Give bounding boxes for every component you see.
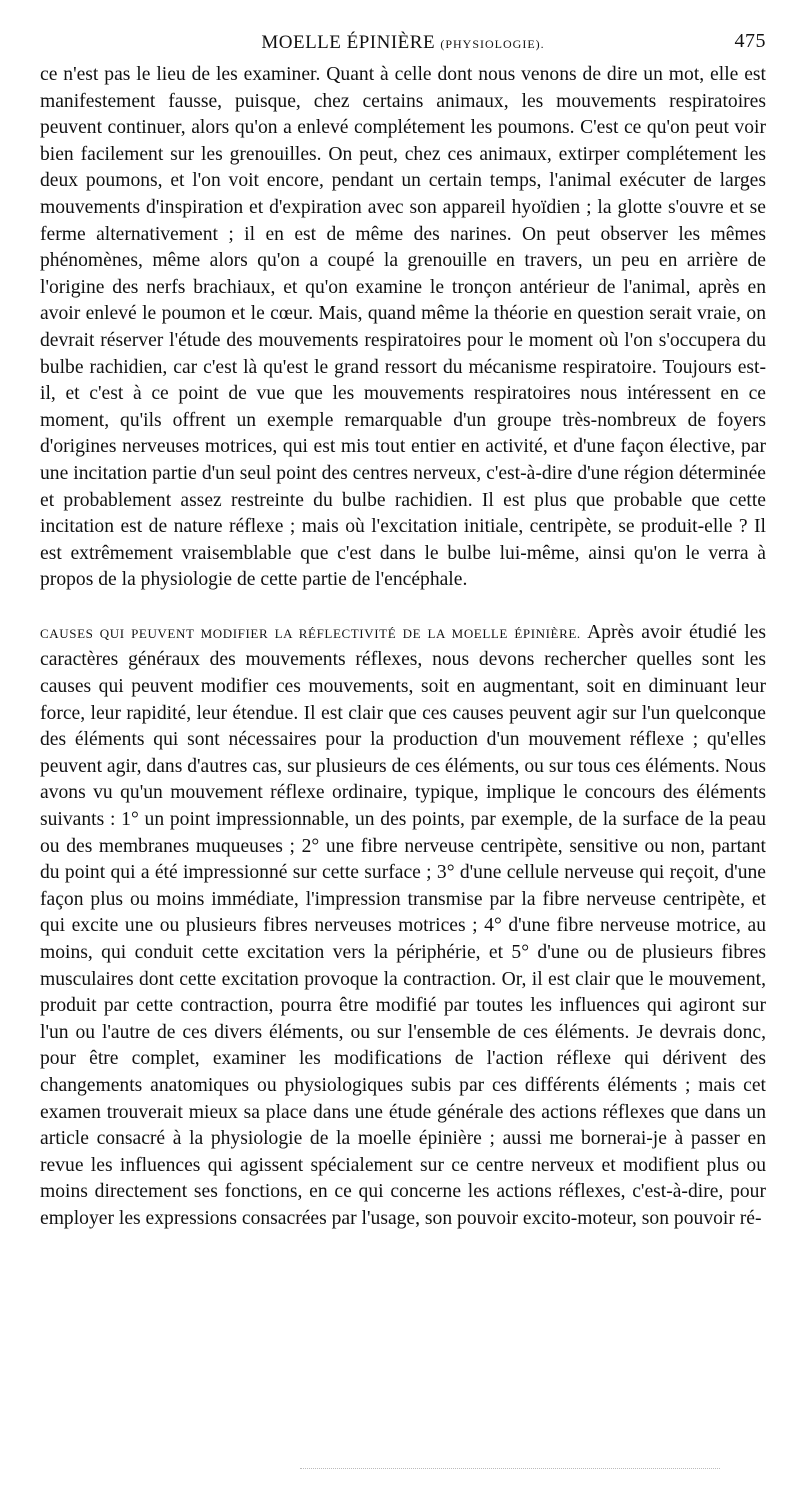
page <box>40 26 766 1233</box>
running-title-main: MOELLE ÉPINIÈRE <box>261 32 436 53</box>
bottom-print-marks <box>300 1468 720 1471</box>
paragraph-1: ce n'est pas le lieu de les examiner. Quant à celle dont nous venons de dire un mot, elle est manifestement fausse, puisque, chez certains animaux, les mouvements respiratoires peuvent continuer, alors qu'on a enlevé complétement les poumons. C'est ce qu'on peut voir bien facilement sur les grenouilles. On peut, chez ces animaux, extirper complétement les deux poumons, et l'on voit encore, pendant un certain temps, l'animal exécuter de larges mouvements d'inspiration et d'expiration avec son appareil hyoïdien ; la glotte s'ouvre et se ferme alternativement ; il en est de même des narines. On peut observer les mêmes phénomènes, même alors qu'on a coupé la grenouille en travers, un peu en arrière de l'origine des nerfs brachiaux, et qu'on examine le tronçon antérieur de l'animal, après en avoir enlevé le poumon et le cœur. Mais, quand même la théorie en question serait vraie, on devrait réserver l'étude des mouvements respiratoires pour le moment où l'on s'occupera du bulbe rachidien, car c'est là qu'est le grand ressort du mécanisme respiratoire. Toujours est-il, et c'est à ce point de vue que les mouvements respiratoires nous intéressent en ce moment, qu'ils offrent un exemple remarquable d'un groupe très-nombreux de foyers d'origines nerveuses motrices, qui est mis tout entier en activité, et d'une façon élective, par une incitation partie d'un seul point des centres nerveux, c'est-à-dire d'une région déterminée et probablement assez restreinte du bulbe rachidien. Il est plus que probable que cette incitation est de nature réflexe ; mais où l'excitation initiale, centripète, se produit-elle ? Il est extrêmement vraisemblable que c'est dans le bulbe lui-même, ainsi qu'on le verra à propos de la physiologie de cette partie de l'encéphale. <box>40 64 766 591</box>
section-title: CAUSES QUI PEUVENT MODIFIER LA RÉFLECTIVITÉ DE LA MOELLE ÉPINIÈRE. <box>40 625 581 641</box>
running-title <box>40 32 766 54</box>
running-header <box>40 26 766 62</box>
running-title-sub: (PHYSIOLOGIE). <box>440 37 545 51</box>
body-text <box>40 62 766 1233</box>
paragraph-2-text: Après avoir étudié les caractères généraux des mouvements réflexes, nous devons rechercher quelles sont les causes qui peuvent modifier ces mouvements, soit en augmentant, soit en diminuant leur force, leur rapidité, leur étendue. Il est clair que ces causes peuvent agir sur l'un quelconque des éléments qui sont nécessaires pour la production d'un mouvement réflexe ; qu'elles peuvent agir, dans d'autres cas, sur plusieurs de ces éléments, ou sur tous ces éléments. Nous avons vu qu'un mouvement réflexe ordinaire, typique, implique le concours des éléments suivants : 1° un point impressionnable, un des points, par exemple, de la surface de la peau ou des membranes muqueuses ; 2° une fibre nerveuse centripète, sensitive ou non, partant du point qui a été impressionné sur cette surface ; 3° d'une cellule nerveuse qui reçoit, d'une façon plus ou moins immédiate, l'impression transmise par la fibre nerveuse centripète, et qui excite une ou plusieurs fibres nerveuses motrices ; 4° d'une fibre nerveuse motrice, au moins, qui conduit cette excitation vers la périphérie, et 5° d'une ou de plusieurs fibres musculaires dont cette excitation provoque la contraction. Or, il est clair que le mouvement, produit par cette contraction, pourra être modifié par toutes les influences qui agiront sur l'un ou l'autre de ces divers éléments, ou sur l'ensemble de ces éléments. Je devrais donc, pour être complet, examiner les modifications de l'action réflexe qui dérivent des changements anatomiques ou physiologiques subis par ces différents éléments ; mais cet examen trouverait mieux sa place dans une étude générale des actions réflexes que dans un article consacré à la physiologie de la moelle épinière ; aussi me bornerai-je à passer en revue les influences qui agissent spécialement sur ce centre nerveux et modifient plus ou moins directement ses fonctions, en ce qui concerne les actions réflexes, c'est-à-dire, pour employer les expressions consacrées par l'usage, son pouvoir excito-moteur, son pouvoir ré- <box>40 621 766 1229</box>
paragraph-2 <box>40 620 766 1233</box>
page-number: 475 <box>734 30 766 52</box>
